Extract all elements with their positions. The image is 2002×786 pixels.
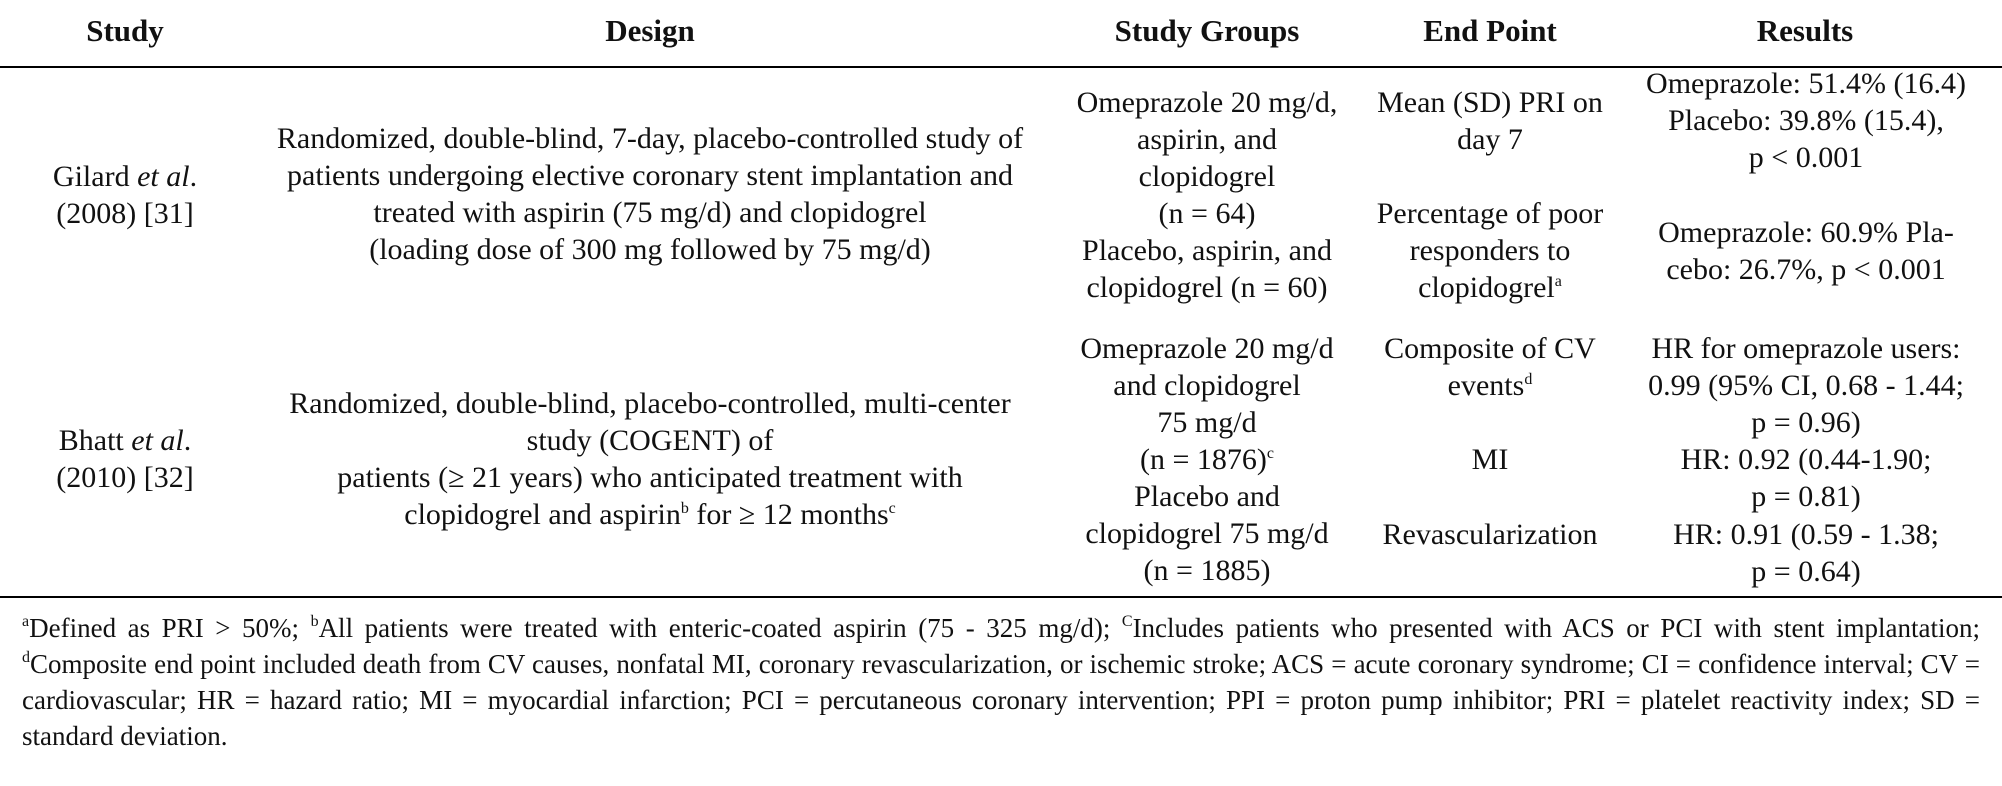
group-line: clopidogrel xyxy=(1138,160,1276,193)
row1-results-b xyxy=(1625,214,1987,288)
result-line: HR for omeprazole users: xyxy=(1651,332,1961,365)
header-study: Study xyxy=(86,13,164,48)
header-study-groups: Study Groups xyxy=(1114,13,1300,48)
group-line: Placebo and xyxy=(1134,480,1280,513)
result-line: Omeprazole: 51.4% (16.4) xyxy=(1646,67,1966,100)
row2-study xyxy=(30,422,220,496)
endpoint-line: Composite of CV xyxy=(1384,332,1596,365)
header-design: Design xyxy=(605,13,695,48)
row1-end-point-b xyxy=(1360,195,1620,306)
endpoint-line: MI xyxy=(1471,443,1509,476)
design-line: (loading dose of 300 mg followed by 75 mg/d) xyxy=(369,233,931,266)
header-end-point: End Point xyxy=(1423,13,1557,48)
design-line: clopidogrel and aspirin$^b$ for ≥ 12 months$^c$ xyxy=(404,498,896,531)
header-results: Results xyxy=(1756,13,1854,48)
row1-results-a xyxy=(1625,65,1987,176)
group-line: aspirin, and xyxy=(1137,123,1277,156)
design-line: treated with aspirin (75 mg/d) and clopidogrel xyxy=(373,196,927,229)
row2-study-author: Bhatt et al. xyxy=(58,424,192,457)
endpoint-line: day 7 xyxy=(1457,123,1523,156)
row2-study-groups xyxy=(1067,330,1347,589)
endpoint-line: clopidogrel$^a$ xyxy=(1418,271,1562,304)
row2-end-point-a xyxy=(1360,330,1620,404)
result-line: p < 0.001 xyxy=(1748,141,1864,174)
table-footnote: $^a$Defined as PRI > 50%; $^b$All patients were treated with enteric-coated aspirin (75 - 325 mg/d); $^C$Includes patients who presented with ACS or PCI with stent implantation; $^d$Composite end point included death from CV causes, nonfatal MI, coronary revascularization, or ischemic stroke; ACS = acute coronary syndrome; CI = confidence interval; CV = cardiovascular; HR = hazard ratio; MI = myocardial infarction; PCI = percutaneous coronary intervention; PPI = proton pump inhibitor; PRI = platelet reactivity index; SD = standard deviation. xyxy=(22,613,1980,751)
table-bottom-divider xyxy=(0,596,2002,598)
row2-study-year: (2010) [32] xyxy=(56,461,194,494)
result-line: p = 0.64) xyxy=(1751,555,1861,588)
row1-study xyxy=(30,158,220,232)
design-line: Randomized, double-blind, placebo-controlled, multi-center xyxy=(289,387,1011,420)
row1-end-point-a xyxy=(1360,84,1620,158)
result-line: Omeprazole: 60.9% Pla- xyxy=(1658,216,1954,249)
row2-results-c xyxy=(1625,516,1987,590)
row2-end-point-c xyxy=(1360,516,1620,553)
row2-results-b xyxy=(1625,441,1987,515)
row1-study-year: (2008) [31] xyxy=(56,197,194,230)
design-line: study (COGENT) of xyxy=(526,424,774,457)
group-line: clopidogrel (n = 60) xyxy=(1086,271,1328,304)
group-line: Placebo, aspirin, and xyxy=(1082,234,1332,267)
endpoint-line: Revascularization xyxy=(1382,518,1598,551)
design-line: Randomized, double-blind, 7-day, placebo-controlled study of xyxy=(276,122,1024,155)
endpoint-line: Mean (SD) PRI on xyxy=(1377,86,1603,119)
group-line: (n = 64) xyxy=(1158,197,1256,230)
row1-study-groups xyxy=(1067,84,1347,306)
group-line: 75 mg/d xyxy=(1157,406,1257,439)
result-line: HR: 0.92 (0.44-1.90; xyxy=(1680,443,1932,476)
result-line: p = 0.96) xyxy=(1751,406,1861,439)
result-line: HR: 0.91 (0.59 - 1.38; xyxy=(1673,518,1939,551)
result-line: cebo: 26.7%, p < 0.001 xyxy=(1666,253,1946,286)
group-line: (n = 1885) xyxy=(1143,554,1271,587)
row2-design xyxy=(220,385,1080,533)
group-line: Omeprazole 20 mg/d, xyxy=(1076,86,1338,119)
endpoint-line: responders to xyxy=(1409,234,1571,267)
result-line: Placebo: 39.8% (15.4), xyxy=(1668,104,1944,137)
row2-end-point-b xyxy=(1360,441,1620,478)
group-line: and clopidogrel xyxy=(1113,369,1301,402)
row1-design xyxy=(220,120,1080,268)
result-line: 0.99 (95% CI, 0.68 - 1.44; xyxy=(1648,369,1964,402)
group-line: (n = 1876)$^c$ xyxy=(1139,443,1274,476)
design-line: patients undergoing elective coronary stent implantation and xyxy=(287,159,1013,192)
row1-study-author: Gilard et al. xyxy=(52,160,198,193)
design-line: patients (≥ 21 years) who anticipated treatment with xyxy=(337,461,963,494)
group-line: Omeprazole 20 mg/d xyxy=(1080,332,1334,365)
row2-results-a xyxy=(1625,330,1987,441)
endpoint-line: Percentage of poor xyxy=(1376,197,1604,230)
group-line: clopidogrel 75 mg/d xyxy=(1085,517,1329,550)
endpoint-line: events$^d$ xyxy=(1447,369,1533,402)
result-line: p = 0.81) xyxy=(1751,480,1861,513)
